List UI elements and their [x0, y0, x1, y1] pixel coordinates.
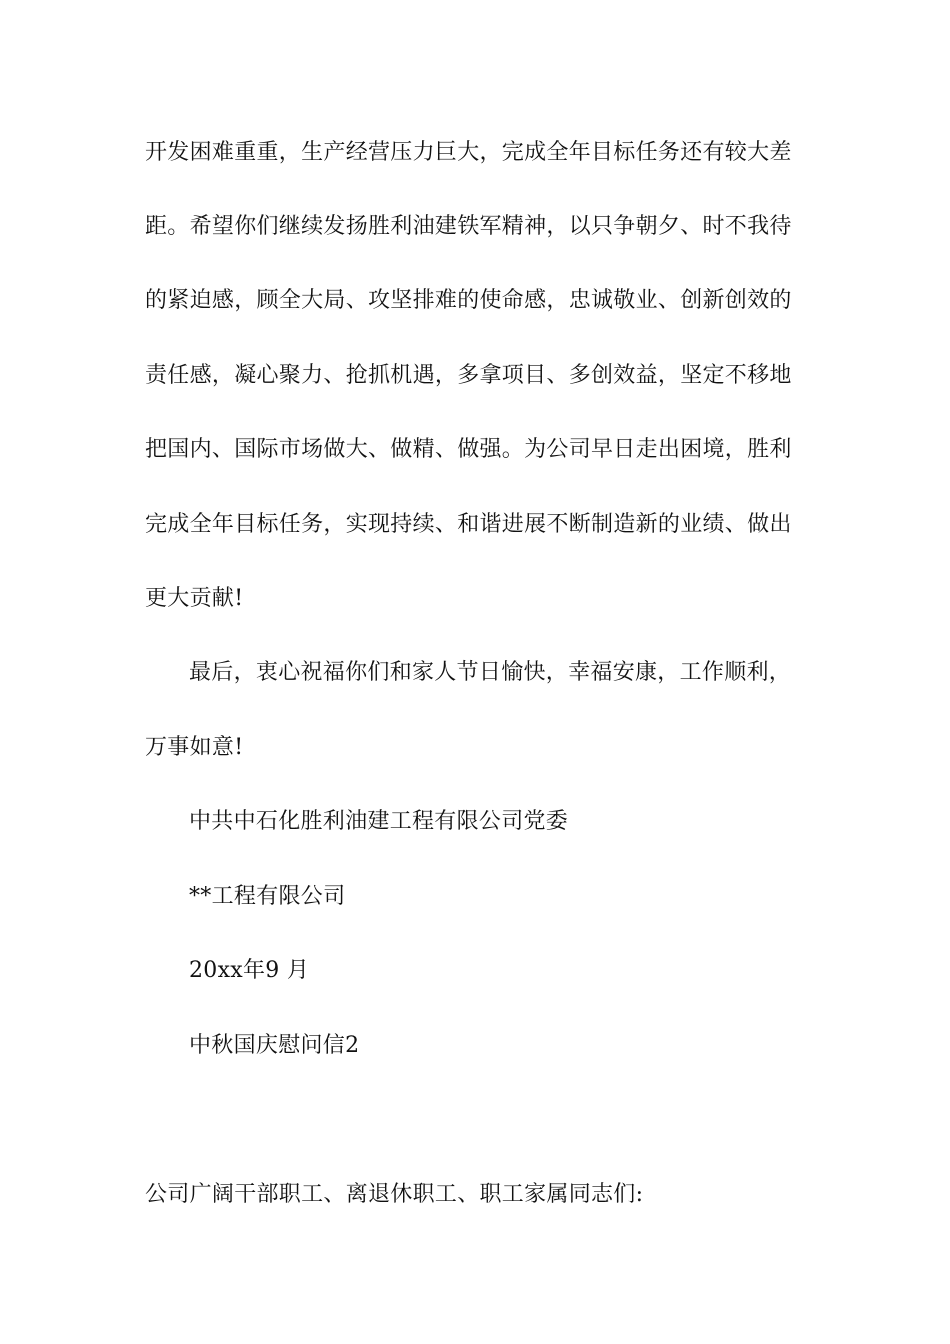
signature-org-party: 中共中石化胜利油建工程有限公司党委: [189, 809, 569, 834]
closing-line-1: 最后，衷心祝福你们和家人节日愉快，幸福安康，工作顺利，: [189, 660, 792, 685]
closing-line-2: 万事如意!: [145, 735, 244, 760]
body-line-7: 更大贡献!: [145, 586, 244, 611]
signature-org-company: **工程有限公司: [189, 884, 346, 909]
body-line-3: 的紧迫感，顾全大局、攻坚排难的使命感，忠诚敬业、创新创效的: [145, 288, 792, 313]
body-line-6: 完成全年目标任务，实现持续、和谐进展不断制造新的业绩、做出: [145, 512, 792, 537]
body-line-5: 把国内、国际市场做大、做精、做强。为公司早日走出困境，胜利: [145, 437, 792, 462]
body-line-1: 开发困难重重，生产经营压力巨大，完成全年目标任务还有较大差: [145, 140, 792, 165]
salutation: 公司广阔干部职工、离退休职工、职工家属同志们:: [145, 1182, 644, 1207]
signature-date: 20xx年9 月: [189, 958, 310, 983]
body-line-2: 距。希望你们继续发扬胜利油建铁军精神，以只争朝夕、时不我待: [145, 214, 792, 239]
section-title: 中秋国庆慰问信2: [189, 1033, 360, 1058]
body-line-4: 责任感，凝心聚力、抢抓机遇，多拿项目、多创效益，坚定不移地: [145, 363, 792, 388]
